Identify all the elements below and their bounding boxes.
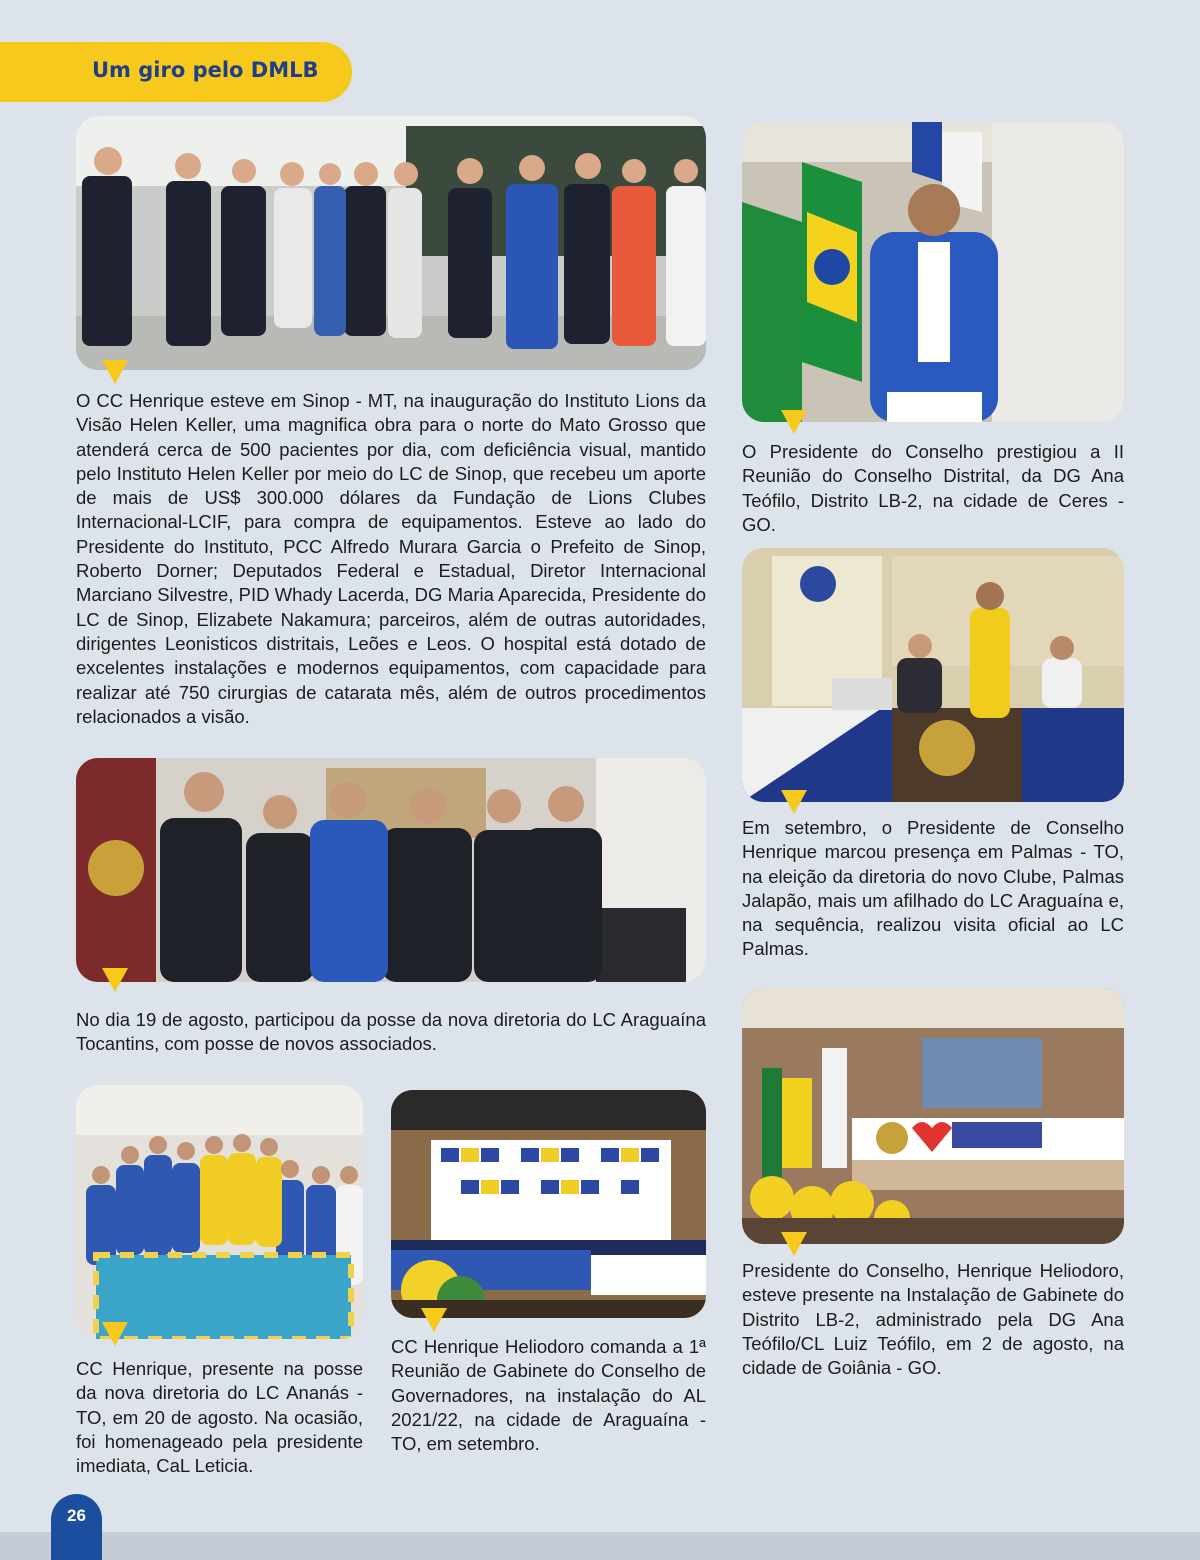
section-title: Um giro pelo DMLB: [92, 58, 319, 82]
photo-pointer-marker: [781, 1232, 807, 1256]
caption-goiania: Presidente do Conselho, Henrique Heliodoro, esteve presente na Instalação de Gabinete do Distrito LB-2, administrado pela DG Ana Teófilo/CL Luiz Teófilo, em 2 de agosto, na cidade de Goiânia - GO.: [742, 1260, 1124, 1379]
photo-pointer-marker: [781, 410, 807, 434]
photo-ceres-speaker: [742, 122, 1124, 422]
section-header-tab: [0, 42, 352, 102]
caption-sinop: O CC Henrique esteve em Sinop - MT, na inauguração do Instituto Lions da Visão Helen Keller, uma magnifica obra para o norte do Mato Grosso que atenderá cerca de 500 pacientes por dia, com deficiência visual, mantido pelo Instituto Helen Keller por meio do LC de Sinop, que recebeu um aporte de mais de US$ 300.000 dólares da Fundação de Lions Clubes Internacional-LCIF, para compra de equipamentos. Esteve ao lado do Presidente do Instituto, PCC Alfredo Murara Garcia o Prefeito de Sinop, Roberto Dorner; Deputados Federal e Estadual, Diretor Internacional Marciano Silvestre, PID Whady Lacerda, DG Maria Aparecida, Presidente do LC de Sinop, Elizabete Nakamura; parceiros, além de outras autoridades, dirigentes Leonisticos distritais, Leões e Leos. O hospital está dotado de excelentes instalações e modernos equipamentos, com capacidade para realizar até 750 cirurgias de catarata mês, além de outros procedimentos relacionados a visão.: [76, 390, 706, 727]
page-number: 26: [51, 1494, 102, 1560]
photo-ananas-group: [76, 1085, 363, 1339]
photo-gabinete-meeting: [391, 1090, 706, 1318]
footer-band: [0, 1532, 1200, 1560]
caption-araguaina-posse: No dia 19 de agosto, participou da posse da nova diretoria do LC Araguaína Tocantins, com posse de novos associados.: [76, 1009, 706, 1055]
photo-pointer-marker: [102, 1322, 128, 1346]
caption-ceres: O Presidente do Conselho prestigiou a II Reunião do Conselho Distrital, da DG Ana Teófilo, Distrito LB-2, na cidade de Ceres - GO.: [742, 441, 1124, 535]
photo-pointer-marker: [781, 790, 807, 814]
photo-pointer-marker: [102, 360, 128, 384]
photo-pointer-marker: [421, 1308, 447, 1332]
caption-ananas: CC Henrique, presente na posse da nova diretoria do LC Ananás - TO, em 20 de agosto. Na ocasião, foi homenageado pela presidente imediata, CaL Leticia.: [76, 1358, 363, 1477]
caption-gabinete: CC Henrique Heliodoro comanda a 1ª Reunião de Gabinete do Conselho de Governadores, na instalação do AL 2021/22, na cidade de Araguaína - TO, em setembro.: [391, 1336, 706, 1455]
photo-pointer-marker: [102, 968, 128, 992]
photo-sinop-group: [76, 116, 706, 370]
caption-palmas: Em setembro, o Presidente de Conselho Henrique marcou presença em Palmas - TO, na eleição da diretoria do novo Clube, Palmas Jalapão, mais um afilhado do LC Araguaína e, na sequência, realizou visita oficial ao LC Palmas.: [742, 817, 1124, 960]
photo-palmas-meeting: [742, 548, 1124, 802]
photo-goiania-installation: [742, 988, 1124, 1244]
photo-araguaina-posse: [76, 758, 706, 982]
